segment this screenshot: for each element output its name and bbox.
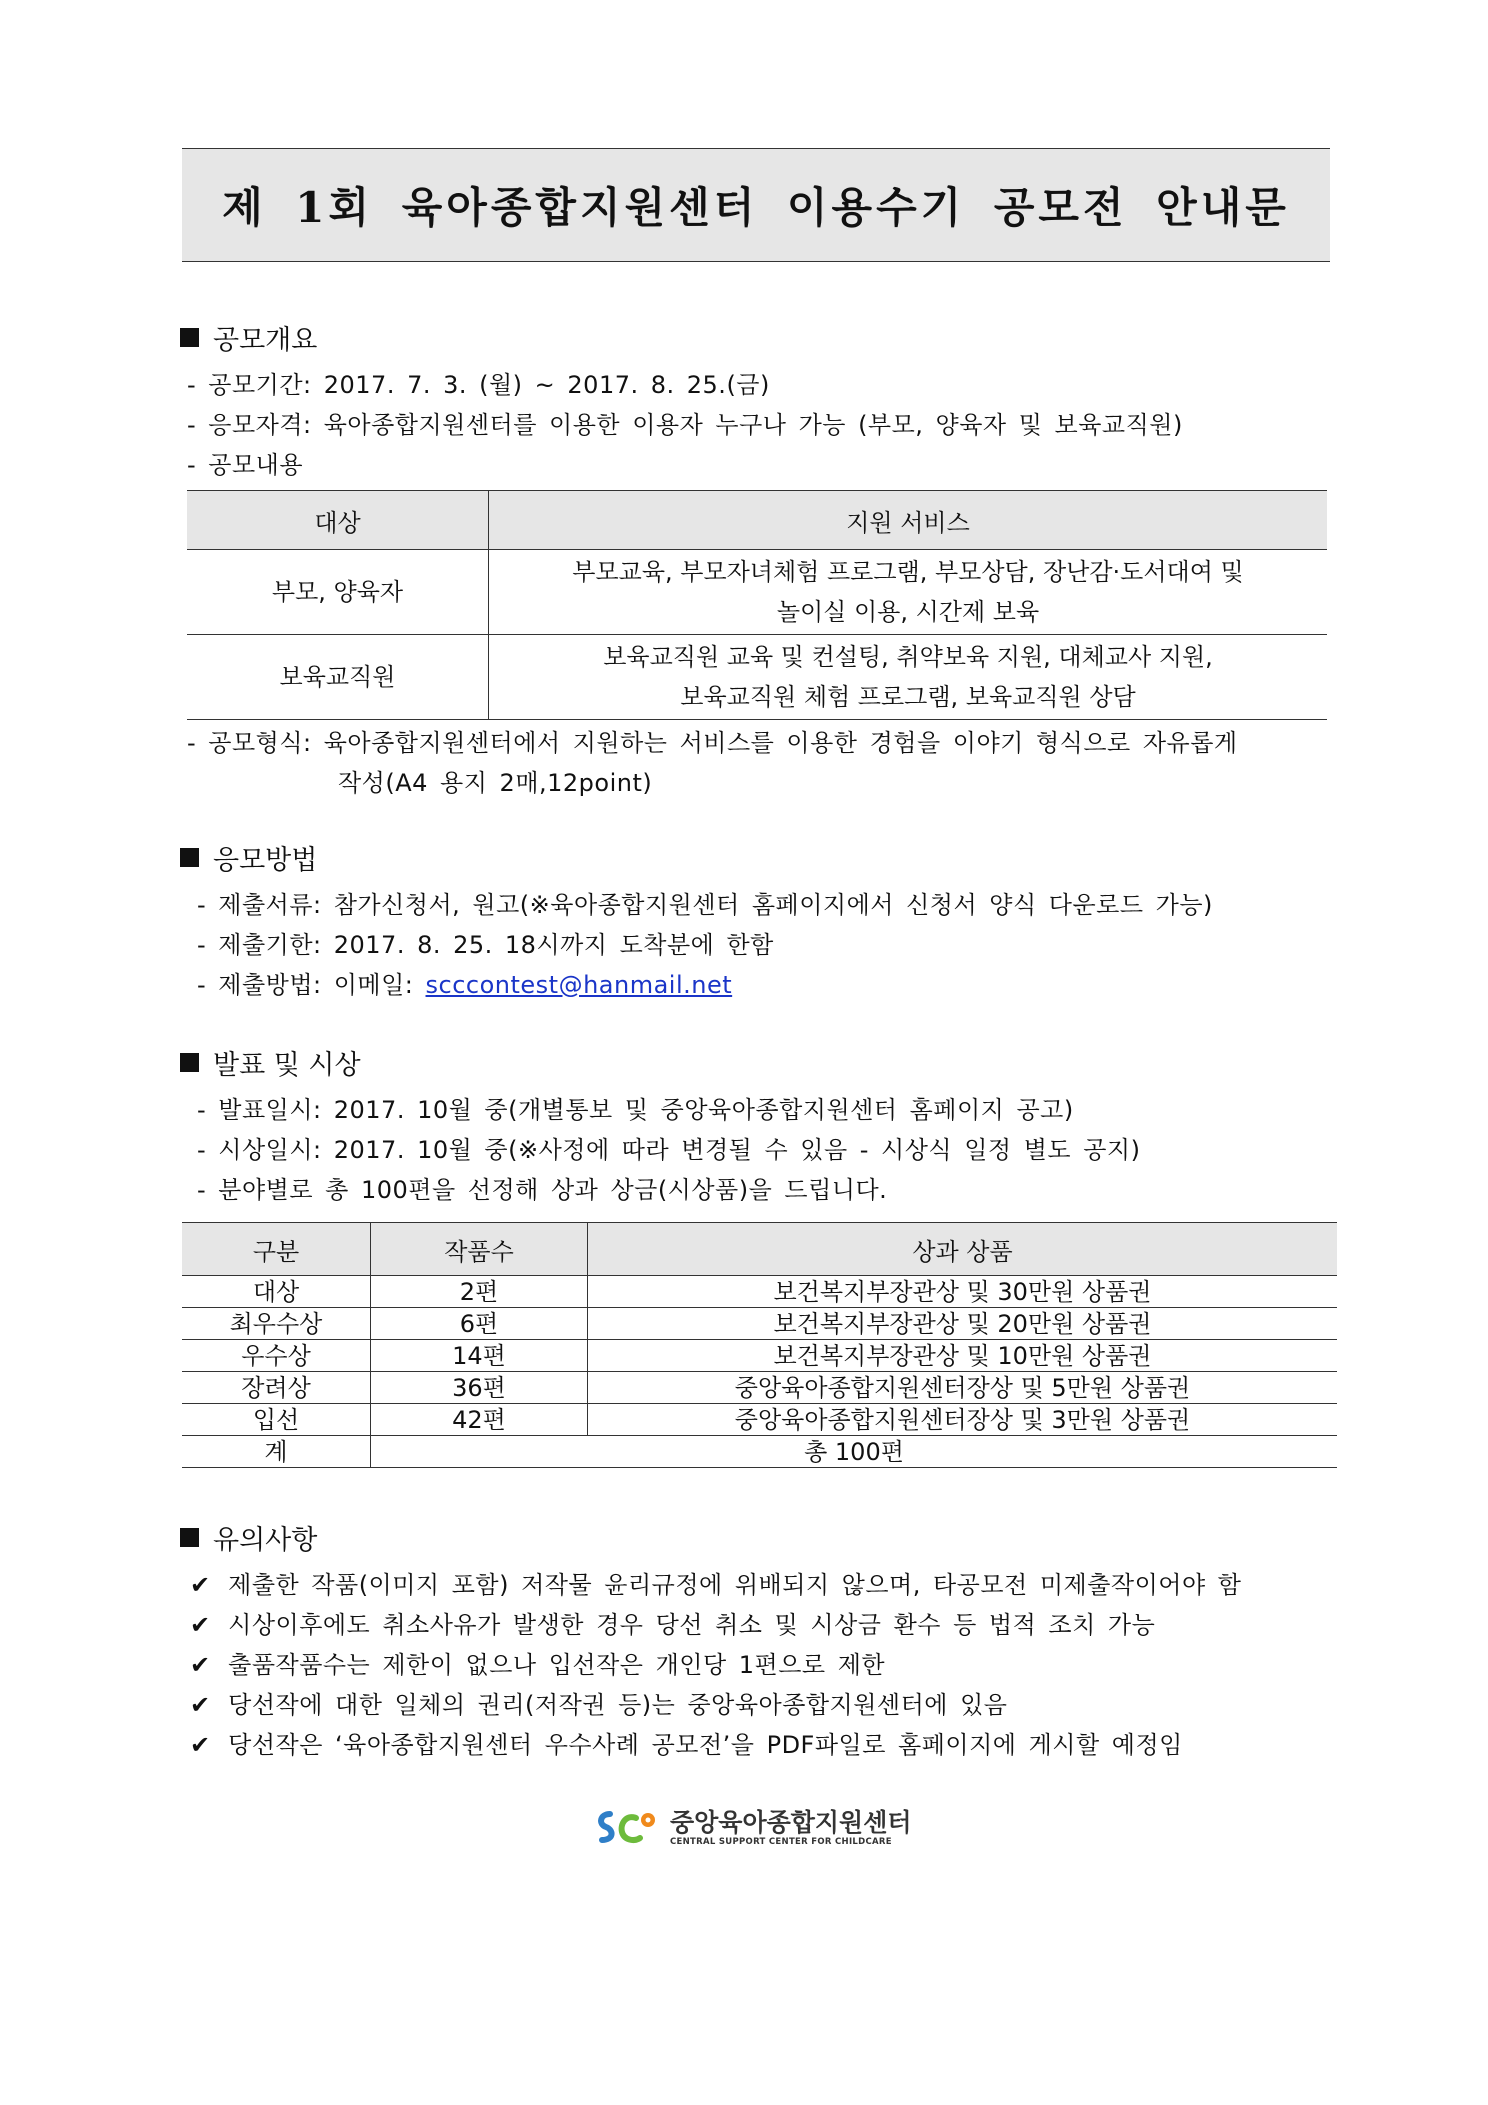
square-bullet-icon [180,328,199,347]
overview-period: - 공모기간: 2017. 7. 3. (월) ~ 2017. 8. 25.(금) [187,371,770,399]
row-target: 부모, 양육자 [187,550,489,635]
overview-format-1: - 공모형식: 육아종합지원센터에서 지원하는 서비스를 이용한 경험을 이야기 형식으로 자유롭게 [187,729,1238,757]
logo-english: CENTRAL SUPPORT CENTER FOR CHILDCARE [670,1837,892,1847]
logo-mark-icon [592,1806,664,1850]
method-docs: - 제출서류: 참가신청서, 원고(※육아종합지원센터 홈페이지에서 신청서 양식 다운로드 가능) [197,891,1213,919]
table-row [187,550,1327,635]
list-item: ✔ 당선작에 대한 일체의 권리(저작권 등)는 중앙육아종합지원센터에 있음 [190,1691,1008,1719]
overview-eligibility: - 응모자격: 육아종합지원센터를 이용한 이용자 누구나 가능 (부모, 양육자 및 보육교직원) [187,411,1183,439]
center-logo [592,1806,912,1850]
check-icon: ✔ [190,1611,211,1639]
list-item: ✔ 제출한 작품(이미지 포함) 저작물 윤리규정에 위배되지 않으며, 타공모전 미제출작이어야 함 [190,1571,1242,1599]
awards-table [182,1222,1337,1468]
section-heading-method: 응모방법 [180,838,317,877]
awards-ceremony: - 시상일시: 2017. 10월 중(※사정에 따라 변경될 수 있음 - 시상식 일정 별도 공지) [197,1136,1141,1164]
table-row: 대상 2편 보건복지부장관상 및 30만원 상품권 [182,1276,1337,1308]
table-header-count: 작품수 [371,1223,588,1276]
method-how: - 제출방법: 이메일: scccontest@hanmail.net [197,971,733,999]
table-row: 입선 42편 중앙육아종합지원센터장상 및 3만원 상품권 [182,1404,1337,1436]
table-row: 우수상 14편 보건복지부장관상 및 10만원 상품권 [182,1340,1337,1372]
page-title: 제 1회 육아종합지원센터 이용수기 공모전 안내문 [222,183,1290,232]
square-bullet-icon [180,1528,199,1547]
check-icon: ✔ [190,1571,211,1599]
check-icon: ✔ [190,1691,211,1719]
awards-announce: - 발표일시: 2017. 10월 중(개별통보 및 중앙육아종합지원센터 홈페이지 공고) [197,1096,1074,1124]
row-target: 보육교직원 [187,635,489,720]
service-table [187,490,1327,720]
section-heading-overview: 공모개요 [180,318,317,357]
overview-content-label: - 공모내용 [187,451,304,479]
table-header-target: 대상 [187,491,489,550]
square-bullet-icon [180,1053,199,1072]
section-heading-notes: 유의사항 [180,1518,317,1557]
list-item: ✔ 당선작은 ‘육아종합지원센터 우수사례 공모전’을 PDF파일로 홈페이지에 게시할 예정임 [190,1731,1183,1759]
table-total-row: 계 총 100편 [182,1436,1337,1468]
table-row [187,635,1327,720]
table-header-prize: 상과 상품 [588,1223,1338,1276]
awards-total-note: - 분야별로 총 100편을 선정해 상과 상금(시상품)을 드립니다. [197,1176,888,1204]
square-bullet-icon [180,848,199,867]
title-box [182,148,1330,262]
table-row: 최우수상 6편 보건복지부장관상 및 20만원 상품권 [182,1308,1337,1340]
check-icon: ✔ [190,1731,211,1759]
list-item: ✔ 시상이후에도 취소사유가 발생한 경우 당선 취소 및 시상금 환수 등 법적 조치 가능 [190,1611,1156,1639]
logo-name: 중앙육아종합지원센터 [670,1808,912,1837]
table-header-service: 지원 서비스 [489,491,1328,550]
row-service: 부모교육, 부모자녀체험 프로그램, 부모상담, 장난감·도서대여 및 놀이실 이용, 시간제 보육 [572,558,1244,626]
logo-text [670,1809,912,1847]
row-service: 보육교직원 교육 및 컨설팅, 취약보육 지원, 대체교사 지원, 보육교직원 체험 프로그램, 보육교직원 상담 [603,643,1213,711]
method-deadline: - 제출기한: 2017. 8. 25. 18시까지 도착분에 한함 [197,931,774,959]
table-row: 장려상 36편 중앙육아종합지원센터장상 및 5만원 상품권 [182,1372,1337,1404]
table-header-grade: 구분 [182,1223,371,1276]
email-link[interactable]: scccontest@hanmail.net [425,971,733,999]
overview-format-2: 작성(A4 용지 2매,12point) [338,769,653,797]
section-heading-awards: 발표 및 시상 [180,1043,361,1082]
check-icon: ✔ [190,1651,211,1679]
list-item: ✔ 출품작품수는 제한이 없으나 입선작은 개인당 1편으로 제한 [190,1651,886,1679]
